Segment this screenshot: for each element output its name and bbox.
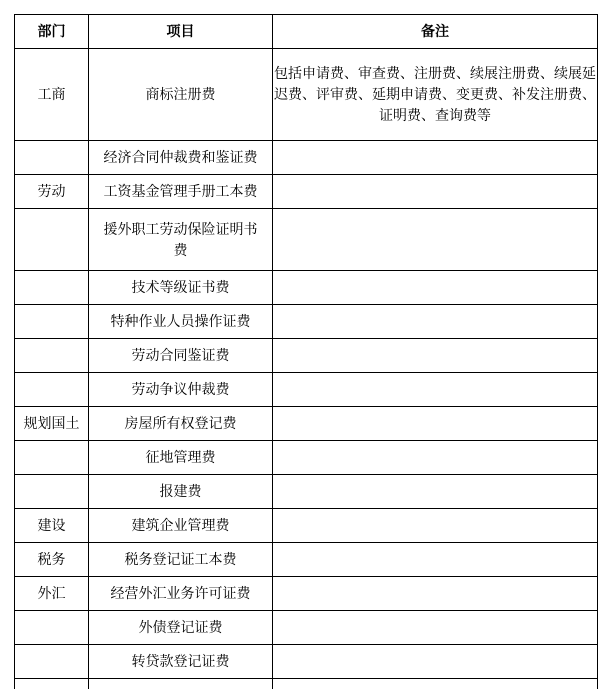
department-cell bbox=[15, 441, 89, 475]
header-remark: 备注 bbox=[273, 15, 598, 49]
department-cell: 劳动 bbox=[15, 175, 89, 209]
item-cell: 劳动合同鉴证费 bbox=[89, 339, 273, 373]
department-cell bbox=[15, 271, 89, 305]
remark-cell bbox=[273, 543, 598, 577]
item-cell: 援外职工劳动保险证明书费 bbox=[89, 209, 273, 271]
item-cell: 特种作业人员操作证费 bbox=[89, 305, 273, 339]
item-cell: 建筑企业管理费 bbox=[89, 509, 273, 543]
table-row bbox=[15, 141, 598, 175]
remark-cell bbox=[273, 611, 598, 645]
remark-cell bbox=[273, 209, 598, 271]
department-cell bbox=[15, 209, 89, 271]
department-cell bbox=[15, 475, 89, 509]
table-row bbox=[15, 611, 598, 645]
department-cell: 工商 bbox=[15, 49, 89, 141]
item-cell: 房屋所有权登记费 bbox=[89, 407, 273, 441]
table-row-partial bbox=[15, 679, 598, 689]
department-cell bbox=[15, 339, 89, 373]
item-cell: 报建费 bbox=[89, 475, 273, 509]
remark-cell bbox=[273, 407, 598, 441]
remark-cell bbox=[273, 441, 598, 475]
remark-cell bbox=[273, 305, 598, 339]
header-row bbox=[15, 15, 598, 49]
table-row bbox=[15, 645, 598, 679]
department-cell: 建设 bbox=[15, 509, 89, 543]
table-row bbox=[15, 271, 598, 305]
department-cell bbox=[15, 679, 89, 689]
table-row bbox=[15, 305, 598, 339]
fee-table bbox=[14, 14, 598, 689]
table-body bbox=[15, 49, 598, 689]
page bbox=[14, 14, 598, 689]
item-cell: 商标注册费 bbox=[89, 49, 273, 141]
item-cell: 转贷款登记证费 bbox=[89, 645, 273, 679]
remark-cell bbox=[273, 509, 598, 543]
item-cell: 外债登记证费 bbox=[89, 611, 273, 645]
table-row bbox=[15, 441, 598, 475]
item-cell bbox=[89, 679, 273, 689]
remark-cell bbox=[273, 679, 598, 689]
remark-cell bbox=[273, 645, 598, 679]
header-department: 部门 bbox=[15, 15, 89, 49]
item-cell: 经营外汇业务许可证费 bbox=[89, 577, 273, 611]
department-cell: 外汇 bbox=[15, 577, 89, 611]
department-cell: 规划国土 bbox=[15, 407, 89, 441]
remark-cell: 包括申请费、审查费、注册费、续展注册费、续展延迟费、评审费、延期申请费、变更费、补发注册费、证明费、查询费等 bbox=[273, 49, 598, 141]
department-cell bbox=[15, 645, 89, 679]
table-row bbox=[15, 175, 598, 209]
item-cell: 税务登记证工本费 bbox=[89, 543, 273, 577]
item-cell: 技术等级证书费 bbox=[89, 271, 273, 305]
item-cell: 征地管理费 bbox=[89, 441, 273, 475]
remark-cell bbox=[273, 475, 598, 509]
table-row bbox=[15, 577, 598, 611]
department-cell bbox=[15, 141, 89, 175]
remark-cell bbox=[273, 271, 598, 305]
remark-cell bbox=[273, 175, 598, 209]
item-cell: 经济合同仲裁费和鉴证费 bbox=[89, 141, 273, 175]
table-row bbox=[15, 407, 598, 441]
table-row bbox=[15, 209, 598, 271]
table-row bbox=[15, 49, 598, 141]
item-cell: 劳动争议仲裁费 bbox=[89, 373, 273, 407]
department-cell bbox=[15, 373, 89, 407]
table-row bbox=[15, 373, 598, 407]
department-cell bbox=[15, 611, 89, 645]
table-row bbox=[15, 475, 598, 509]
department-cell: 税务 bbox=[15, 543, 89, 577]
item-cell: 工资基金管理手册工本费 bbox=[89, 175, 273, 209]
remark-cell bbox=[273, 339, 598, 373]
table-row bbox=[15, 339, 598, 373]
header-item: 项目 bbox=[89, 15, 273, 49]
remark-cell bbox=[273, 373, 598, 407]
remark-cell bbox=[273, 577, 598, 611]
table-row bbox=[15, 509, 598, 543]
table-row bbox=[15, 543, 598, 577]
department-cell bbox=[15, 305, 89, 339]
remark-cell bbox=[273, 141, 598, 175]
